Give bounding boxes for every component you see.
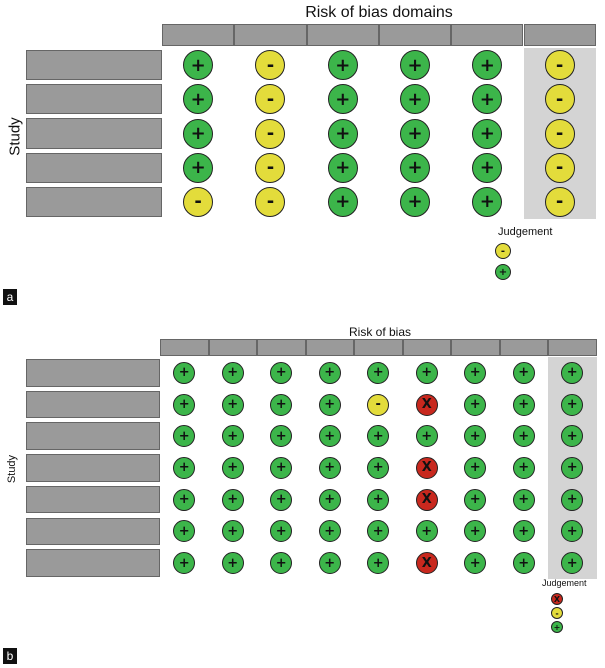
panel_b-header-overall [548, 339, 597, 356]
panel_b-judgement-low-icon: + [464, 362, 486, 384]
panel_a-judgement-low-icon: + [472, 84, 502, 114]
panel_a-judgement-some-concerns-icon: - [545, 119, 575, 149]
panel_a-judgement-low-icon: + [472, 153, 502, 183]
panel_b-header-d6 [403, 339, 452, 356]
panel_b-judgement-low-icon: + [513, 362, 535, 384]
panel_b-judgement-low-icon: + [270, 425, 292, 447]
panel_b-header-d5 [354, 339, 403, 356]
panel_b-study-label [26, 518, 160, 546]
panel_b-judgement-low-icon: + [173, 425, 195, 447]
panel_a-study-label [26, 118, 162, 148]
panel_b-judgement-low-icon: + [561, 489, 583, 511]
panel-a [0, 0, 605, 306]
panel_b-judgement-low-icon: + [222, 362, 244, 384]
panel_a-judgement-some-concerns-icon: - [545, 84, 575, 114]
panel_a-judgement-low-icon: + [328, 84, 358, 114]
panel-a-legend-title: Judgement [498, 226, 553, 238]
panel_b-judgement-low-icon: + [561, 552, 583, 574]
panel_b-judgement-low-icon: + [561, 394, 583, 416]
panel_a-header-d2 [234, 24, 306, 46]
panel_a-judgement-low-icon: + [400, 119, 430, 149]
panel_b-judgement-low-icon: + [367, 362, 389, 384]
panel-a-title: Risk of bias domains [305, 4, 453, 21]
panel_a-judgement-some-concerns-icon: - [255, 187, 285, 217]
panel_b-judgement-low-icon: + [464, 425, 486, 447]
panel_b-study-label [26, 391, 160, 419]
panel_b-study-label [26, 422, 160, 450]
panel_b-study-label [26, 454, 160, 482]
panel_b-judgement-low-icon: + [367, 520, 389, 542]
panel_a-header-d5 [451, 24, 523, 46]
panel_a-judgement-low-icon: + [400, 187, 430, 217]
panel_b-judgement-low-icon: + [416, 362, 438, 384]
panel_b-judgement-low-icon: + [270, 394, 292, 416]
panel_b-judgement-low-icon: + [173, 520, 195, 542]
panel_b-judgement-low-icon: + [464, 489, 486, 511]
panel_b-judgement-low-icon: + [222, 457, 244, 479]
panel-b-legend-title: Judgement [542, 578, 587, 588]
panel_b-judgement-low-icon: + [173, 362, 195, 384]
panel_a-judgement-some-concerns-icon: - [545, 187, 575, 217]
panel_b-judgement-low-icon: + [513, 520, 535, 542]
panel_b-judgement-low-icon: + [513, 425, 535, 447]
panel_b-judgement-low-icon: + [513, 457, 535, 479]
panel_b-judgement-low-icon: + [367, 425, 389, 447]
panel_b-study-label [26, 359, 160, 387]
panel_a-header-d1 [162, 24, 234, 46]
panel_b-judgement-low-icon: + [270, 489, 292, 511]
panel_a-header-d3 [307, 24, 379, 46]
panel_b-judgement-low-icon: + [464, 457, 486, 479]
panel-b-title: Risk of bias [348, 325, 412, 339]
panel-a-ylabel: Study [6, 117, 24, 156]
panel_a-judgement-some-concerns-icon: - [255, 50, 285, 80]
panel_a-judgement-some-concerns-icon: - [183, 187, 213, 217]
panel_b-judgement-low-icon: + [513, 394, 535, 416]
panel_a-judgement-some-concerns-icon: - [545, 50, 575, 80]
panel_b-header-d3 [257, 339, 306, 356]
panel_b-judgement-low-icon: + [222, 425, 244, 447]
panel_a-judgement-low-icon: + [183, 84, 213, 114]
panel_b-header-d4 [306, 339, 355, 356]
panel_b-judgement-low-icon: + [222, 520, 244, 542]
panel_a-header-overall [524, 24, 596, 46]
panel_a-judgement-low-icon: + [183, 153, 213, 183]
panel_a-judgement-low-icon: + [472, 187, 502, 217]
panel_b-judgement-low-icon: + [367, 489, 389, 511]
panel_a-judgement-low-icon: + [183, 50, 213, 80]
panel_b-judgement-low-icon: + [367, 552, 389, 574]
panel_b-legend-low-icon: + [551, 621, 563, 633]
panel_a-legend-low-icon: + [495, 264, 511, 280]
panel_b-judgement-low-icon: + [561, 362, 583, 384]
panel_b-judgement-high-icon: X [416, 394, 438, 416]
panel_b-judgement-low-icon: + [464, 552, 486, 574]
panel_b-judgement-low-icon: + [561, 520, 583, 542]
panel_b-judgement-low-icon: + [319, 362, 341, 384]
panel_a-judgement-low-icon: + [472, 50, 502, 80]
panel_b-header-d8 [500, 339, 549, 356]
panel_a-study-label [26, 50, 162, 80]
panel_a-judgement-some-concerns-icon: - [255, 84, 285, 114]
panel_b-judgement-low-icon: + [513, 489, 535, 511]
panel_b-judgement-low-icon: + [367, 457, 389, 479]
panel_b-judgement-low-icon: + [222, 489, 244, 511]
panel_b-judgement-low-icon: + [222, 394, 244, 416]
panel_a-judgement-low-icon: + [328, 153, 358, 183]
panel_b-judgement-high-icon: X [416, 552, 438, 574]
panel-a-label: a [3, 289, 17, 305]
panel_b-judgement-low-icon: + [222, 552, 244, 574]
panel_b-judgement-low-icon: + [416, 425, 438, 447]
panel_a-study-label [26, 187, 162, 217]
panel_a-legend-some-concerns-icon: - [495, 243, 511, 259]
panel_b-header-d2 [209, 339, 258, 356]
panel_a-judgement-low-icon: + [328, 187, 358, 217]
panel_a-judgement-low-icon: + [328, 50, 358, 80]
panel_b-judgement-low-icon: + [319, 457, 341, 479]
panel_a-header-d4 [379, 24, 451, 46]
panel_b-judgement-low-icon: + [464, 520, 486, 542]
panel_b-judgement-unclear-icon: - [367, 394, 389, 416]
panel_b-judgement-low-icon: + [173, 457, 195, 479]
panel_b-header-d7 [451, 339, 500, 356]
panel_a-judgement-low-icon: + [400, 50, 430, 80]
panel_a-judgement-some-concerns-icon: - [255, 119, 285, 149]
panel_b-judgement-low-icon: + [561, 457, 583, 479]
panel_a-judgement-some-concerns-icon: - [545, 153, 575, 183]
panel_b-judgement-low-icon: + [513, 552, 535, 574]
panel_b-judgement-high-icon: X [416, 489, 438, 511]
panel_b-judgement-low-icon: + [173, 394, 195, 416]
panel_b-judgement-low-icon: + [319, 552, 341, 574]
panel_b-study-label [26, 549, 160, 577]
panel_b-judgement-low-icon: + [319, 489, 341, 511]
panel-b [0, 320, 605, 668]
panel_b-header-d1 [160, 339, 209, 356]
panel_a-study-label [26, 153, 162, 183]
panel_b-judgement-low-icon: + [270, 520, 292, 542]
panel_b-judgement-low-icon: + [270, 362, 292, 384]
panel_b-judgement-low-icon: + [464, 394, 486, 416]
panel_a-judgement-low-icon: + [400, 153, 430, 183]
panel_b-legend-unclear-icon: - [551, 607, 563, 619]
panel_b-study-label [26, 486, 160, 514]
panel_a-judgement-low-icon: + [400, 84, 430, 114]
panel_a-judgement-some-concerns-icon: - [255, 153, 285, 183]
panel_b-judgement-low-icon: + [173, 489, 195, 511]
panel_b-judgement-low-icon: + [270, 552, 292, 574]
panel_b-judgement-low-icon: + [416, 520, 438, 542]
panel-b-ylabel: Study [6, 454, 18, 484]
panel_b-judgement-low-icon: + [319, 520, 341, 542]
panel_a-judgement-low-icon: + [472, 119, 502, 149]
panel-b-label: b [3, 648, 17, 664]
panel_b-judgement-low-icon: + [173, 552, 195, 574]
panel_b-judgement-low-icon: + [561, 425, 583, 447]
panel_b-judgement-low-icon: + [319, 394, 341, 416]
panel_b-legend-high-icon: X [551, 593, 563, 605]
panel_b-judgement-low-icon: + [319, 425, 341, 447]
panel_b-judgement-high-icon: X [416, 457, 438, 479]
panel_a-judgement-low-icon: + [183, 119, 213, 149]
panel_b-judgement-low-icon: + [270, 457, 292, 479]
panel_a-judgement-low-icon: + [328, 119, 358, 149]
panel_a-study-label [26, 84, 162, 114]
